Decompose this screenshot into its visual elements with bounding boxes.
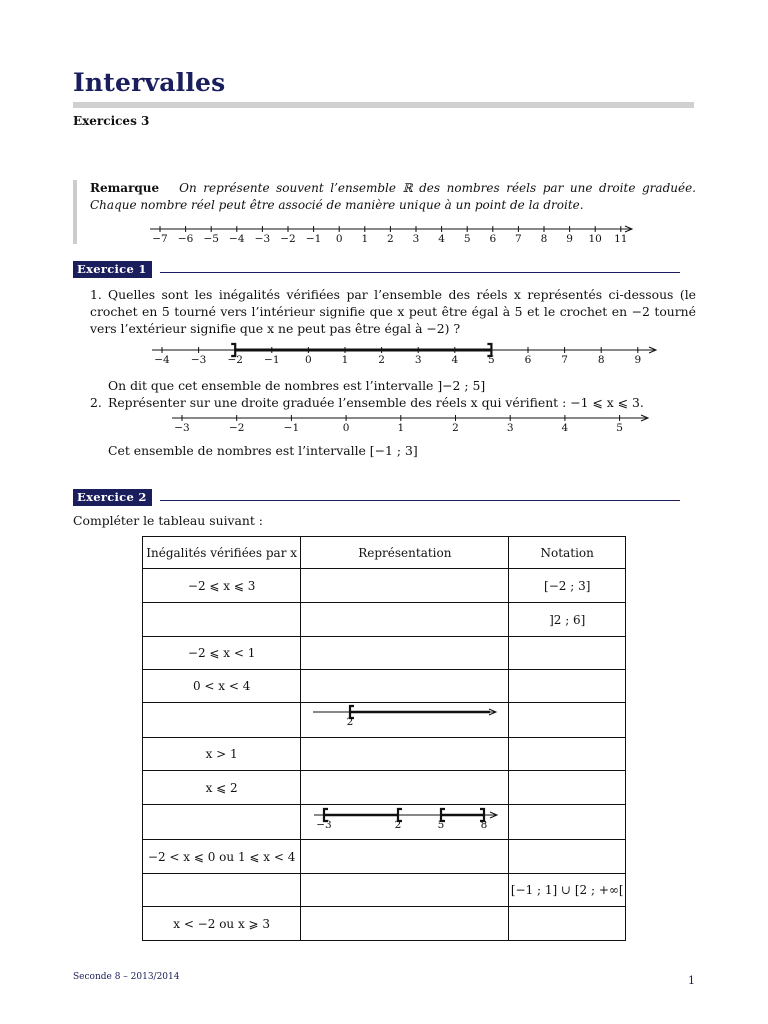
tick-label: −4 bbox=[154, 354, 170, 366]
tick-label: 2 bbox=[378, 354, 385, 366]
tick-label: −3 bbox=[254, 233, 271, 245]
tick-label: 10 bbox=[588, 233, 602, 245]
tick-label: 7 bbox=[561, 354, 568, 366]
notation-cell: [−2 ; 3] bbox=[509, 569, 626, 603]
tick-label: −2 bbox=[227, 354, 243, 366]
inequality-cell: −2 ⩽ x < 1 bbox=[143, 637, 301, 670]
table-representation-row-8 bbox=[314, 809, 497, 831]
tick-label: 11 bbox=[614, 233, 628, 245]
tick-label: 2 bbox=[387, 233, 394, 245]
question-2-text: Représenter sur une droite graduée l’ensemble des réels x qui vérifient : −1 ⩽ x ⩽ 3. bbox=[108, 395, 644, 410]
notation-cell: [−1 ; 1] ∪ [2 ; +∞[ bbox=[509, 874, 626, 907]
tick-label: −2 bbox=[228, 422, 245, 434]
remark-label: Remarque bbox=[90, 181, 160, 195]
table-representation-row-5 bbox=[313, 706, 496, 728]
tick-label: −7 bbox=[152, 233, 168, 245]
tick-label: 7 bbox=[515, 233, 522, 245]
rep-label: −3 bbox=[316, 819, 332, 831]
tick-label: 9 bbox=[634, 354, 642, 366]
tick-label: 1 bbox=[397, 422, 405, 434]
tick-label: −4 bbox=[229, 233, 245, 245]
footer-class: Seconde 8 – 2013/2014 bbox=[73, 972, 180, 982]
tick-label: 4 bbox=[561, 422, 569, 434]
inequality-cell: −2 < x ⩽ 0 ou 1 ⩽ x < 4 bbox=[143, 840, 301, 874]
rep-label: 8 bbox=[480, 819, 488, 831]
tick-label: 8 bbox=[597, 354, 605, 366]
tick-label: 0 bbox=[305, 354, 312, 366]
exercise-2-label: Exercice 2 bbox=[73, 489, 152, 506]
tick-label: −1 bbox=[264, 354, 280, 366]
tick-label: −1 bbox=[283, 422, 300, 434]
question-2-number: 2. bbox=[90, 395, 102, 410]
tick-label: 1 bbox=[341, 354, 349, 366]
inequality-cell: −2 ⩽ x ⩽ 3 bbox=[143, 569, 301, 603]
header-notation: Notation bbox=[509, 537, 626, 569]
tick-label: 3 bbox=[506, 422, 514, 434]
page-number: 1 bbox=[688, 974, 695, 987]
tick-label: 5 bbox=[616, 422, 623, 434]
header-representation: Représentation bbox=[301, 537, 509, 569]
tick-label: −1 bbox=[305, 233, 322, 245]
tick-label: 3 bbox=[412, 233, 420, 245]
question-1-text: Quelles sont les inégalités vérifiées par l’ensemble des réels x représentés ci-dessous (le crochet en 5 tourné vers l’intérieur signifie que x peut être égal à 5 et le crochet en −2 tourné vers l’extérieur signifie que x ne peut pas être égal à −2) ? bbox=[90, 287, 696, 336]
tick-label: −6 bbox=[177, 233, 194, 245]
question-2-number-line bbox=[172, 415, 648, 434]
exercise-1-label: Exercice 1 bbox=[73, 261, 152, 278]
tick-label: −5 bbox=[203, 233, 219, 245]
question-2-answer: Cet ensemble de nombres est l’intervalle [−1 ; 3] bbox=[108, 443, 418, 458]
inequality-cell: x < −2 ou x ⩾ 3 bbox=[143, 907, 301, 941]
tick-label: −2 bbox=[280, 233, 296, 245]
tick-label: 0 bbox=[342, 422, 350, 434]
remark-number-line bbox=[150, 226, 632, 245]
tick-label: 6 bbox=[489, 233, 497, 245]
tick-label: 4 bbox=[438, 233, 445, 245]
rep-label: 2 bbox=[394, 819, 402, 831]
page-subtitle: Exercices 3 bbox=[73, 114, 150, 128]
rep-label: 5 bbox=[437, 819, 445, 831]
question-1-number-line bbox=[152, 344, 656, 366]
tick-label: 5 bbox=[463, 233, 471, 245]
tick-label: 1 bbox=[361, 233, 369, 245]
tick-label: −3 bbox=[190, 354, 207, 366]
rep-label: 2 bbox=[346, 716, 354, 728]
question-1-answer: On dit que cet ensemble de nombres est l’intervalle ]−2 ; 5] bbox=[108, 378, 486, 393]
tick-label: 3 bbox=[414, 354, 422, 366]
question-1-number: 1. bbox=[90, 287, 102, 302]
header-inequalities: Inégalités vérifiées par x bbox=[143, 537, 301, 569]
inequality-cell: 0 < x < 4 bbox=[143, 670, 301, 703]
tick-label: 2 bbox=[452, 422, 459, 434]
tick-label: 5 bbox=[488, 354, 495, 366]
inequality-cell: x > 1 bbox=[143, 738, 301, 771]
tick-label: −3 bbox=[174, 422, 190, 434]
tick-label: 6 bbox=[524, 354, 532, 366]
page-title: Intervalles bbox=[73, 68, 226, 97]
tick-label: 4 bbox=[451, 354, 459, 366]
tick-label: 8 bbox=[540, 233, 548, 245]
tick-label: 0 bbox=[335, 233, 343, 245]
exercise-2-intro: Compléter le tableau suivant : bbox=[73, 513, 263, 528]
tick-label: 9 bbox=[566, 233, 573, 245]
inequality-cell: x ⩽ 2 bbox=[143, 771, 301, 805]
remark-body: On représente souvent l’ensemble ℝ des nombres réels par une droite graduée. Chaque nombre réel peut être associé de manière unique à un point de la droite. bbox=[90, 181, 696, 212]
notation-cell: ]2 ; 6] bbox=[509, 603, 626, 637]
